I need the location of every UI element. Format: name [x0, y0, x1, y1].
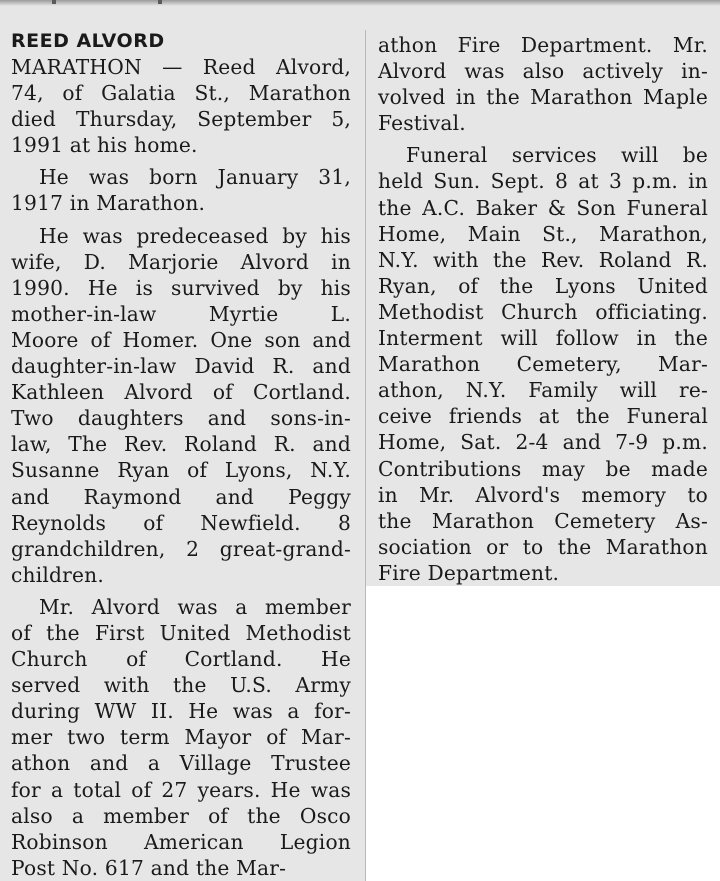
paragraph [11, 594, 351, 881]
text-line: and Raymond and Peggy [11, 484, 351, 509]
text-line: athon Fire Department. Mr. [378, 33, 708, 57]
text-line: Kathleen Alvord of Cortland. [11, 380, 351, 405]
text-line: Festival. [378, 111, 466, 136]
text-line: the A.C. Baker & Son Funeral [378, 195, 708, 220]
text-line: held Sun. Sept. 8 at 3 p.m. in [378, 169, 708, 194]
text-line: served with the U.S. Army [11, 673, 351, 698]
text-line: in Mr. Alvord's memory to [378, 482, 708, 507]
text-line: of the First United Methodist [11, 620, 351, 645]
paragraph [11, 54, 351, 158]
torn-top-edge [0, 0, 720, 6]
text-line: daughter-in-law David R. and [11, 354, 351, 379]
text-line: Alvord was also actively in- [378, 59, 708, 84]
obituary-headline: REED ALVORD [11, 30, 165, 52]
blank-area [366, 586, 720, 881]
text-line: children. [11, 562, 104, 587]
text-line: Robinson American Legion [11, 829, 351, 854]
text-line: 1917 in Marathon. [11, 191, 206, 216]
text-line: Susanne Ryan of Lyons, N.Y. [11, 458, 351, 483]
text-line: grandchildren, 2 great-grand- [11, 536, 351, 561]
text-line: 1991 at his home. [11, 133, 198, 158]
text-line: Fire Department. [378, 560, 560, 585]
text-line: 1990. He is survived by his [11, 275, 351, 300]
text-line: volved in the Marathon Maple [378, 85, 708, 110]
text-line: ceive friends at the Funeral [378, 404, 708, 429]
text-line: N.Y. with the Rev. Roland R. [378, 247, 708, 272]
text-line: MARATHON — Reed Alvord, [11, 55, 351, 79]
text-line: also a member of the Osco [11, 803, 351, 828]
paragraph [378, 32, 708, 136]
text-line: He was born January 31, [39, 165, 351, 190]
text-line: Moore of Homer. One son and [11, 327, 351, 352]
text-line: 74, of Galatia St., Marathon [11, 81, 351, 106]
paragraph [11, 223, 351, 588]
edge-mark [52, 0, 56, 4]
text-line: Methodist Church officiating. [378, 299, 708, 324]
edge-mark [158, 0, 162, 4]
text-line: Church of Cortland. He [11, 647, 351, 672]
text-line: Reynolds of Newfield. 8 [11, 510, 351, 535]
text-line: the Marathon Cemetery As- [378, 508, 708, 533]
text-line: Marathon Cemetery, Mar- [378, 352, 708, 377]
text-line: Contributions may be made [378, 456, 708, 481]
text-line: died Thursday, September 5, [11, 107, 351, 132]
text-line: Two daughters and sons-in- [11, 406, 351, 431]
column-divider [365, 30, 366, 881]
text-line: athon, N.Y. Family will re- [378, 378, 708, 403]
paragraph [11, 164, 351, 216]
text-line: mer two term Mayor of Mar- [11, 725, 351, 750]
text-line: sociation or to the Marathon [378, 534, 708, 559]
text-line: Ryan, of the Lyons United [378, 273, 708, 298]
left-body [11, 54, 351, 881]
obituary-left-text [11, 28, 351, 881]
text-line: during WW II. He was a for- [11, 699, 351, 724]
text-line: athon and a Village Trustee [11, 751, 351, 776]
text-line: Funeral services will be [406, 143, 708, 168]
text-line: He was predeceased by his [39, 223, 351, 248]
text-line: for a total of 27 years. He was [11, 777, 351, 802]
text-line: Mr. Alvord was a member [39, 594, 351, 619]
right-body [378, 32, 708, 586]
text-line: law, The Rev. Roland R. and [11, 432, 351, 457]
text-line: mother-in-law Myrtie L. [11, 301, 351, 326]
text-line: wife, D. Marjorie Alvord in [11, 249, 351, 274]
text-line: Home, Main St., Marathon, [378, 221, 708, 246]
text-line: Interment will follow in the [378, 326, 708, 351]
paragraph [378, 142, 708, 586]
obituary-right-text [378, 32, 708, 586]
text-line: Post No. 617 and the Mar- [11, 855, 287, 880]
text-line: Home, Sat. 2-4 and 7-9 p.m. [378, 430, 708, 455]
